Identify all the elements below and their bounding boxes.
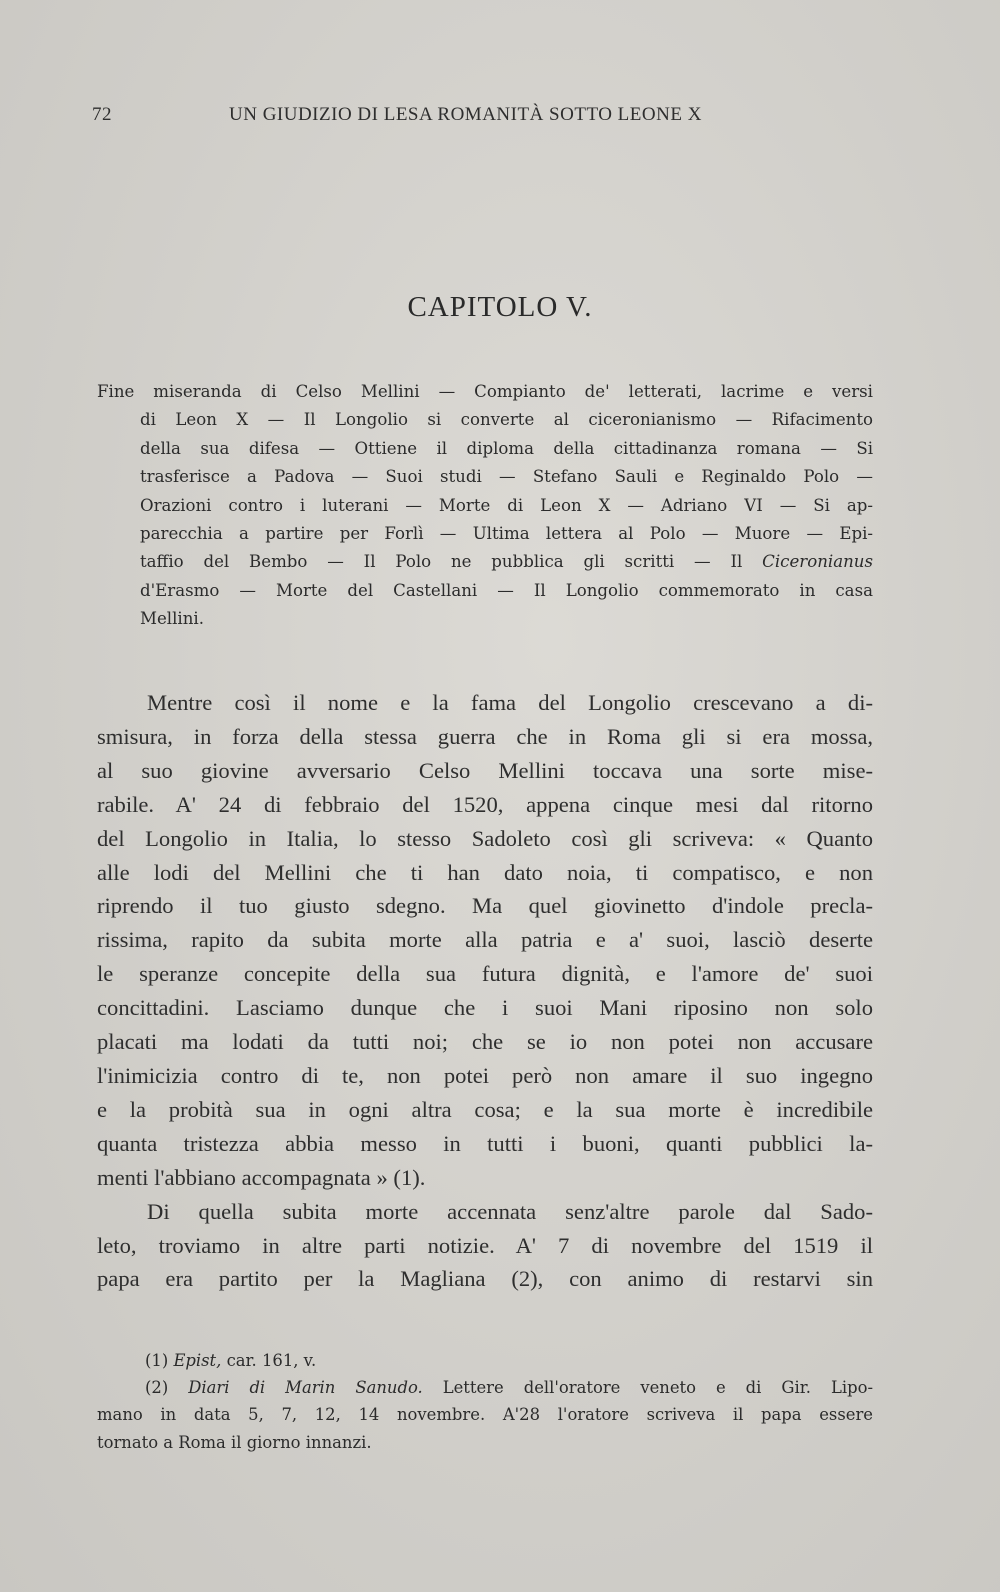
summary-line: d'Erasmo — Morte del Castellani — Il Longolio commemorato in casa — [140, 580, 873, 600]
body-line: quanta tristezza abbia messo in tutti i buoni, quanti pubblici la- — [97, 1130, 873, 1156]
body-line: concittadini. Lasciamo dunque che i suoi Mani riposino non solo — [97, 995, 873, 1021]
summary-line: della sua difesa — Ottiene il diploma della cittadinanza romana — Si — [140, 438, 873, 458]
footnote-marker: (2) — [145, 1378, 189, 1398]
body-line: Mentre così il nome e la fama del Longolio crescevano a di- — [147, 690, 873, 715]
body-line: papa era partito per la Magliana (2), con animo di restarvi sin — [97, 1266, 873, 1292]
footnote-marker: (1) — [145, 1351, 174, 1370]
summary-line: parecchia a partire per Forlì — Ultima lettera al Polo — Muore — Epi- — [140, 524, 873, 544]
body-line: al suo giovine avversario Celso Mellini toccava una sorte mise- — [97, 757, 873, 783]
footnote-2 — [97, 1374, 873, 1401]
summary-line: trasferisce a Padova — Suoi studi — Stefano Sauli e Reginaldo Polo — — [140, 467, 873, 487]
footnote-line: tornato a Roma il giorno innanzi. — [97, 1432, 372, 1452]
footnote-line: mano in data 5, 7, 12, 14 novembre. A'28 l'oratore scriveva il papa essere — [97, 1405, 873, 1425]
footnote-1 — [97, 1347, 873, 1374]
summary-line-text: taffio del Bembo — Il Polo ne pubblica gli scritti — Il — [140, 552, 763, 572]
summary-italic-title: Ciceronianus — [762, 552, 873, 572]
body-line: leto, troviamo in altre parti notizie. A' 7 di novembre del 1519 il — [97, 1232, 873, 1258]
body-line: smisura, in forza della stessa guerra che in Roma gli si era mossa, — [97, 723, 873, 749]
footnote-text: Lettere dell'oratore veneto e di Gir. Lipo- — [422, 1378, 873, 1398]
page-number: 72 — [92, 104, 112, 125]
summary-line: Mellini. — [140, 609, 205, 629]
body-line: e la probità sua in ogni altra cosa; e la sua morte è incredibile — [97, 1096, 873, 1122]
running-title: UN GIUDIZIO DI LESA ROMANITÀ SOTTO LEONE X — [229, 104, 702, 125]
body-line: Di quella subita morte accennata senz'altre parole dal Sado- — [147, 1198, 873, 1224]
body-line: le speranze concepite della sua futura dignità, e l'amore de' suoi — [97, 961, 873, 987]
footnotes — [97, 1347, 873, 1456]
body-line: del Longolio in Italia, lo stesso Sadoleto così gli scriveva: « Quanto — [97, 825, 873, 851]
summary-line: Fine miseranda di Celso Mellini — Compianto de' letterati, lacrime e versi — [97, 382, 873, 401]
chapter-title: CAPITOLO V. — [407, 291, 593, 323]
body-line: menti l'abbiano accompagnata » (1). — [97, 1164, 426, 1190]
chapter-summary — [97, 378, 873, 634]
summary-line: Orazioni contro i luterani — Morte di Leon X — Adriano VI — Si ap- — [140, 495, 873, 515]
body-line: alle lodi del Mellini che ti han dato noia, ti compatisco, e non — [97, 859, 873, 885]
body-line: rabile. A' 24 di febbraio del 1520, appena cinque mesi dal ritorno — [97, 791, 873, 817]
body-line: l'inimicizia contro di te, non potei però non amare il suo ingegno — [97, 1062, 873, 1088]
body-line: rissima, rapito da subita morte alla patria e a' suoi, lasciò deserte — [97, 927, 873, 953]
body-line: placati ma lodati da tutti noi; che se io non potei non accusare — [97, 1029, 873, 1055]
footnote-source: Epist, — [173, 1351, 222, 1370]
body-text — [97, 686, 873, 1296]
footnote-source: Diari di Marin Sanudo. — [188, 1378, 423, 1398]
summary-line: di Leon X — Il Longolio si converte al ciceronianismo — Rifacimento — [140, 410, 873, 430]
summary-line — [97, 548, 873, 576]
body-line: riprendo il tuo giusto sdegno. Ma quel giovinetto d'indole precla- — [97, 893, 873, 919]
footnote-text: car. 161, v. — [221, 1351, 317, 1370]
running-header — [92, 104, 872, 134]
